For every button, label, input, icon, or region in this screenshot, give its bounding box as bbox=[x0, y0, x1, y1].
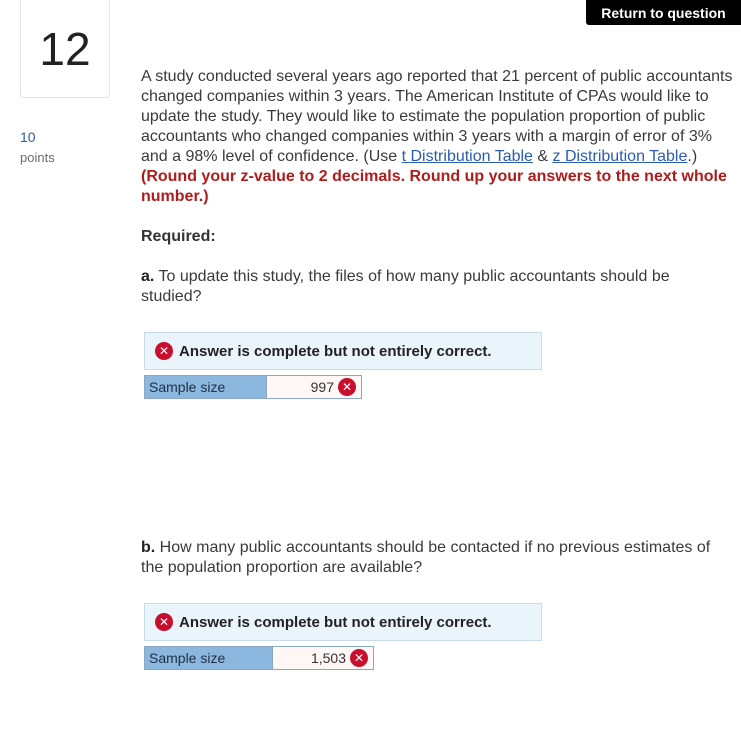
part-b-answer-row bbox=[144, 646, 374, 670]
part-a-question bbox=[141, 267, 731, 307]
rounding-instructions: (Round your z-value to 2 decimals. Round up your answers to the next whole number.) bbox=[141, 168, 727, 205]
part-b-row-label: Sample size bbox=[145, 647, 273, 669]
required-label: Required: bbox=[141, 228, 216, 245]
part-a-result-banner bbox=[144, 332, 542, 370]
z-distribution-link[interactable]: z Distribution Table bbox=[552, 148, 688, 165]
amp-text: & bbox=[532, 148, 553, 165]
t-distribution-link[interactable]: t Distribution Table bbox=[401, 148, 533, 165]
part-b-banner-text: Answer is complete but not entirely correct. bbox=[179, 613, 492, 631]
question-number: 12 bbox=[39, 22, 91, 75]
points-value: 10 bbox=[20, 129, 36, 145]
question-number-box bbox=[20, 0, 110, 98]
after-links-text: .) bbox=[687, 148, 698, 165]
part-a-banner-text: Answer is complete but not entirely correct. bbox=[179, 342, 492, 360]
part-b-question bbox=[141, 538, 731, 578]
part-a-answer-value: 997 bbox=[310, 379, 334, 395]
part-b-answer-value: 1,503 bbox=[310, 650, 346, 666]
part-a-row-label: Sample size bbox=[145, 376, 267, 398]
part-a-answer-input[interactable] bbox=[267, 376, 361, 398]
part-a-answer-row bbox=[144, 375, 362, 399]
part-a-letter: a. bbox=[141, 268, 155, 285]
part-b-text: How many public accountants should be contacted if no previous estimates of the population proportion are available? bbox=[141, 539, 711, 576]
x-circle-icon: ✕ bbox=[155, 613, 173, 631]
part-b-answer-input[interactable] bbox=[273, 647, 373, 669]
x-circle-icon: ✕ bbox=[155, 342, 173, 360]
x-circle-icon: ✕ bbox=[338, 378, 356, 396]
part-b-result-banner bbox=[144, 603, 542, 641]
question-text bbox=[141, 67, 733, 207]
question-body: A study conducted several years ago reported that 21 percent of public accountants changed companies within 3 years. The American Institute of CPAs would like to update the study. They would like to estimate the population proportion of public accountants who changed companies within 3 years with a margin of error of 3% and a 98% level of confidence. (Use bbox=[141, 68, 733, 165]
return-to-question-button[interactable]: Return to question bbox=[586, 0, 741, 25]
x-circle-icon: ✕ bbox=[350, 649, 368, 667]
part-b-letter: b. bbox=[141, 539, 156, 556]
part-a-text: To update this study, the files of how many public accountants should be studied? bbox=[141, 268, 670, 305]
points-label: points bbox=[20, 150, 55, 165]
